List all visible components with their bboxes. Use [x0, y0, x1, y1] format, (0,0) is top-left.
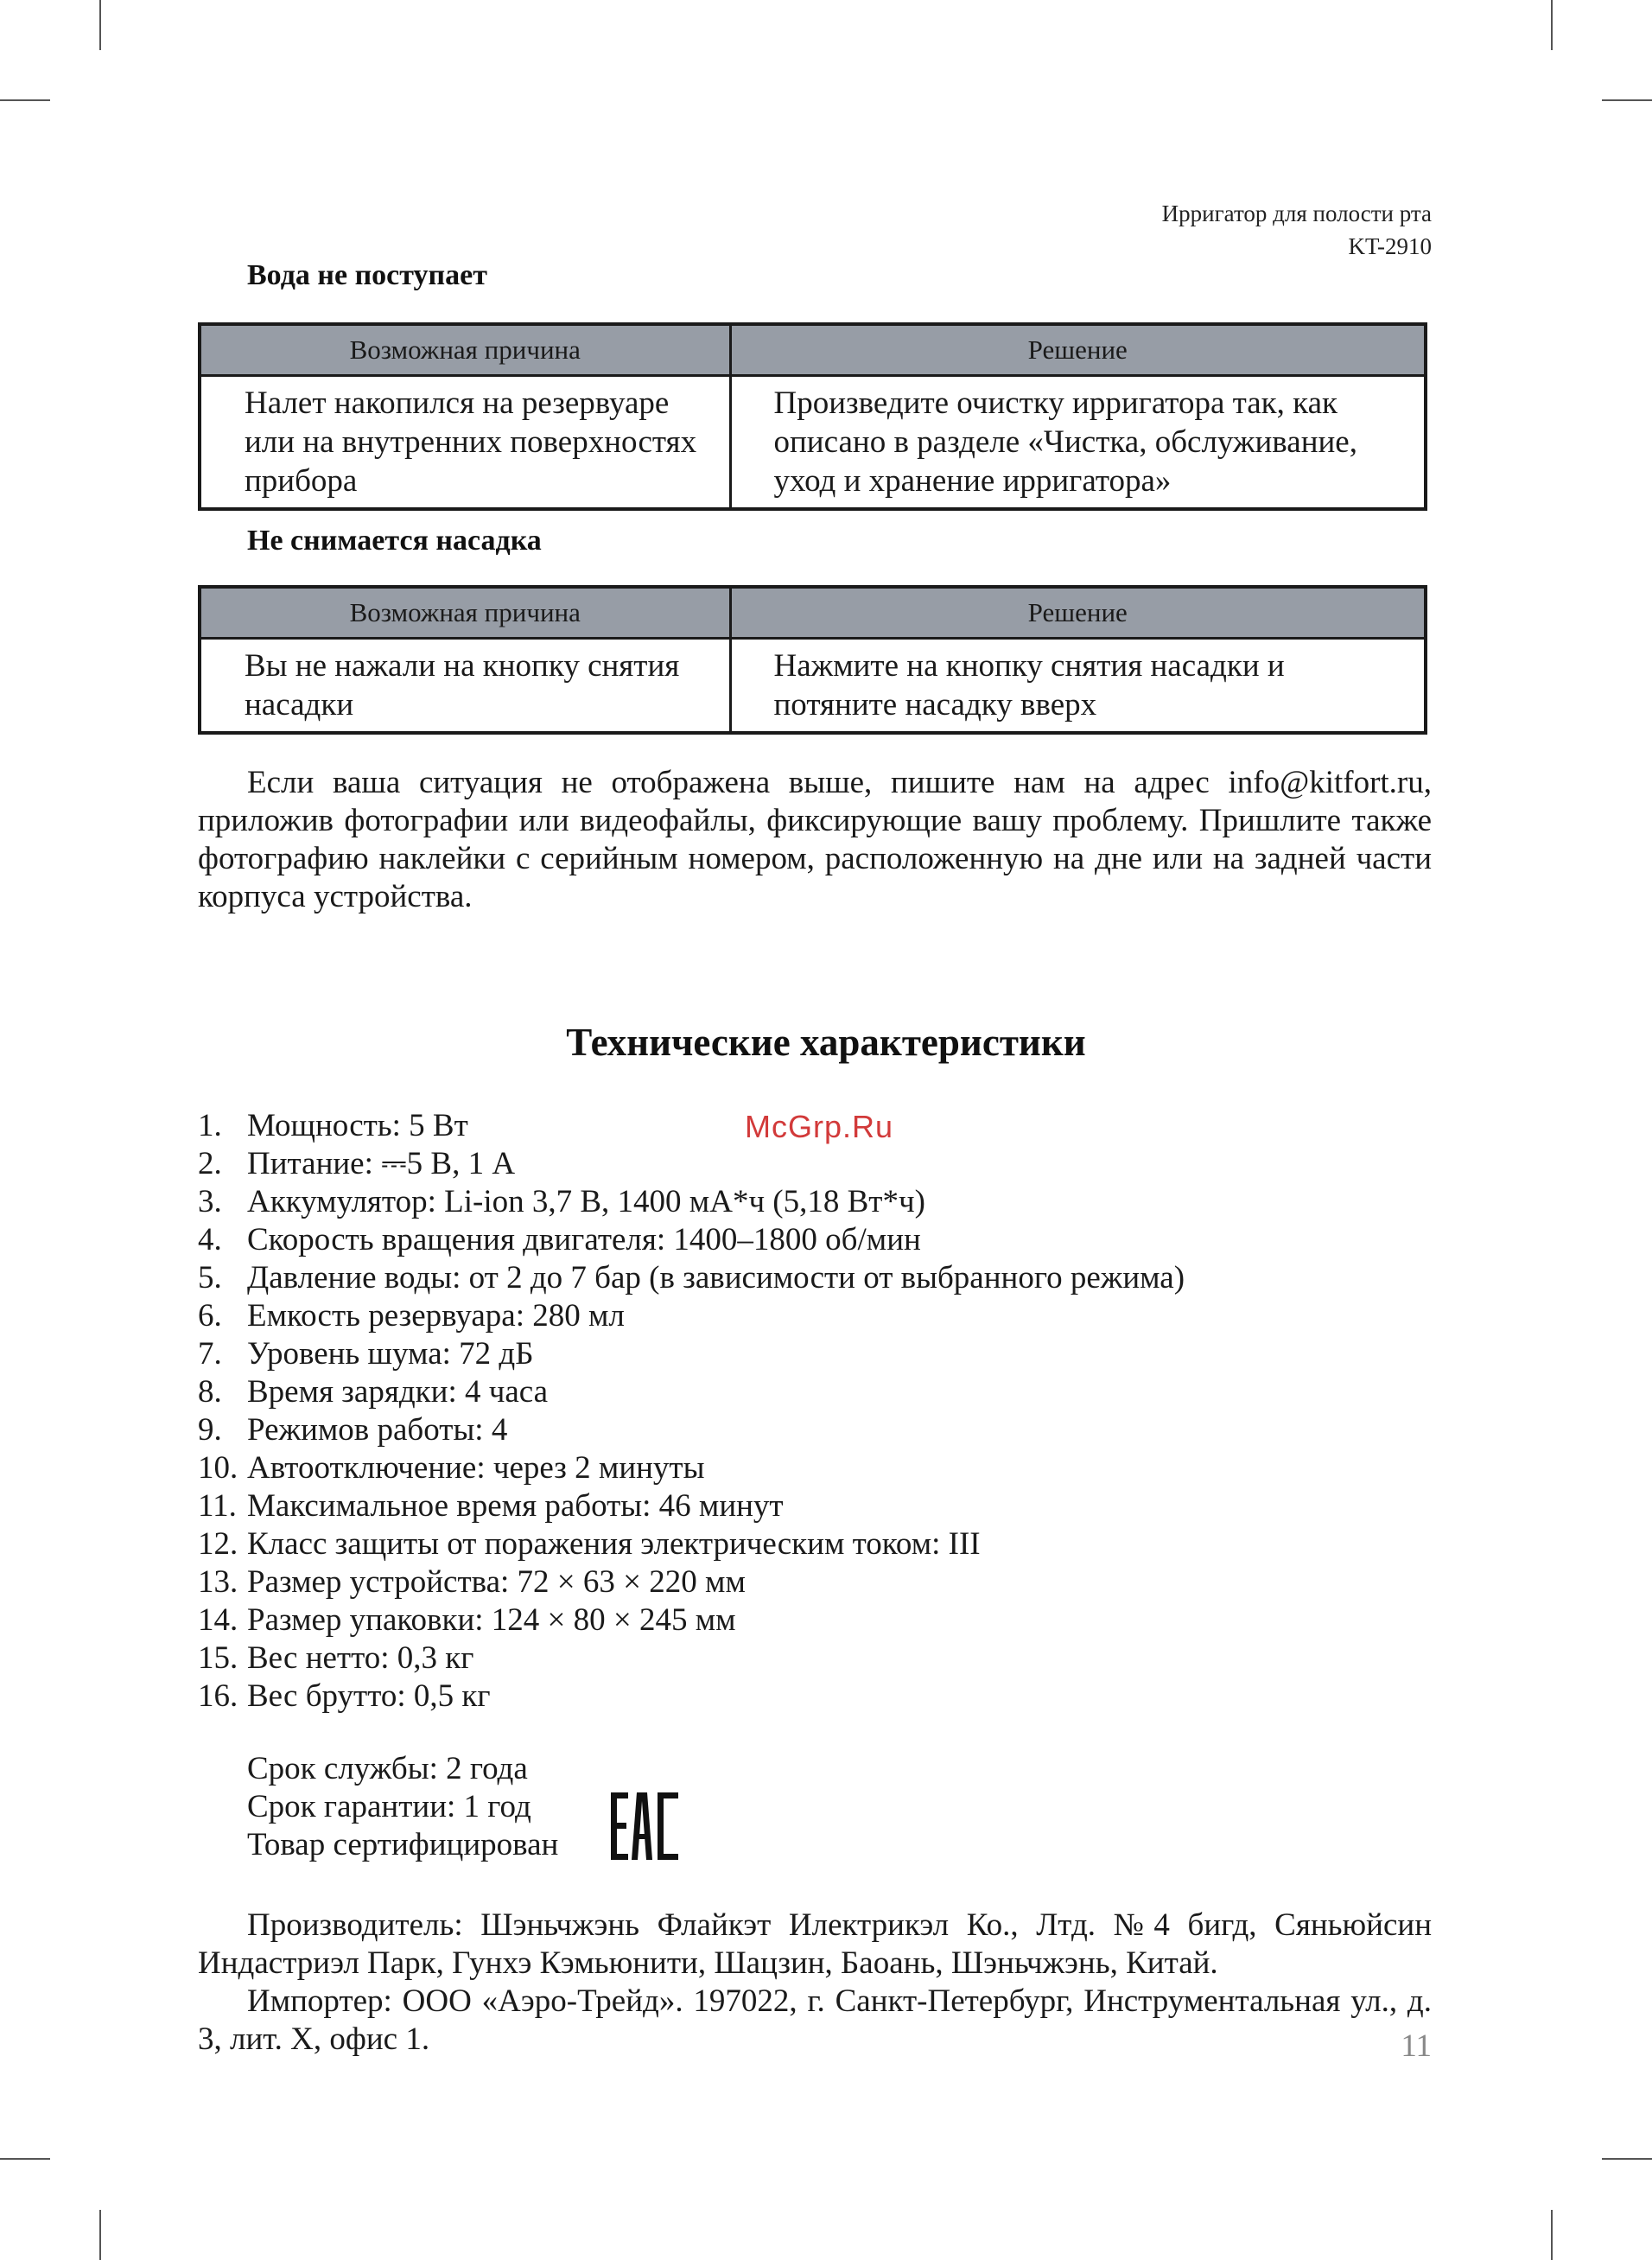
service-info: [247, 1750, 558, 1864]
spec-text: Время зарядки: 4 часа: [247, 1374, 549, 1410]
spec-number: 12.: [198, 1526, 238, 1562]
spec-text: Скорость вращения двигателя: 1400–1800 об/мин: [247, 1222, 921, 1257]
spec-item: [198, 1335, 1185, 1373]
spec-number: 10.: [198, 1450, 238, 1486]
header-model: KT-2910: [1348, 233, 1432, 259]
crop-mark: [0, 99, 50, 101]
spec-text: Максимальное время работы: 46 минут: [247, 1488, 784, 1524]
spec-number: 7.: [198, 1336, 222, 1372]
specs-list: [198, 1107, 1185, 1716]
warranty-period: Срок гарантии: 1 год: [247, 1789, 531, 1824]
page-number: 11: [1401, 2028, 1432, 2064]
spec-item: [198, 1221, 1185, 1259]
spec-text: Автоотключение: через 2 минуты: [247, 1450, 705, 1486]
crop-mark: [1602, 2158, 1652, 2160]
running-header: [1162, 197, 1432, 263]
crop-mark: [1602, 99, 1652, 101]
cause-cell: Вы не нажали на кнопку снятия насадки: [200, 639, 730, 734]
contact-paragraph: Если ваша ситуация не отображена выше, пишите нам на адрес info@kitfort.ru, приложив фотографии или видеофайлы, фиксирующие вашу проблему. Пришлите также фотографию наклейки с серийным номером, расположенную на дне или на задней части корпуса устройства.: [198, 765, 1432, 914]
spec-number: 6.: [198, 1298, 222, 1334]
spec-item: [198, 1677, 1185, 1716]
spec-item: [198, 1487, 1185, 1525]
spec-item: [198, 1525, 1185, 1563]
spec-number: 4.: [198, 1222, 222, 1257]
spec-number: 3.: [198, 1184, 222, 1219]
spec-item: [198, 1145, 1185, 1183]
spec-item: [198, 1107, 1185, 1145]
spec-number: 9.: [198, 1412, 222, 1448]
solution-cell: Нажмите на кнопку снятия насадки и потяните насадку вверх: [773, 648, 1285, 723]
spec-item: [198, 1259, 1185, 1297]
col-header-solution: Решение: [730, 324, 1426, 376]
manufacturer-info: Производитель: Шэньчжэнь Флайкэт Илектрикэл Ко., Лтд. №4 бигд, Сяньюйсин Индастриэл Парк, Гунхэ Кэмьюнити, Шацзин, Баоань, Шэньчжэнь, Китай.: [198, 1907, 1432, 1981]
spec-number: 16.: [198, 1678, 238, 1714]
spec-item: [198, 1183, 1185, 1221]
cause-cell: Налет накопился на резервуаре или на внутренних поверхностях прибора: [200, 376, 730, 510]
spec-number: 1.: [198, 1108, 222, 1143]
importer-info: Импортер: ООО «Аэро-Трейд». 197022, г. Санкт-Петербург, Инструментальная ул., д. 3, лит. Х, офис 1.: [198, 1983, 1432, 2057]
crop-mark: [1551, 0, 1553, 50]
crop-mark: [99, 0, 101, 50]
eac-certification-logo: [609, 1791, 680, 1862]
spec-number: 14.: [198, 1602, 238, 1638]
specs-title: Технические характеристики: [566, 1021, 1086, 1064]
spec-text: Размер устройства: 72 × 63 × 220 мм: [247, 1564, 746, 1600]
certified-note: Товар сертифицирован: [247, 1827, 559, 1862]
spec-number: 8.: [198, 1374, 222, 1410]
solution-cell: Произведите очистку ирригатора так, как описано в разделе «Чистка, обслуживание, уход и хранение ирригатора»: [773, 385, 1357, 499]
spec-number: 11.: [198, 1488, 237, 1524]
spec-number: 13.: [198, 1564, 238, 1600]
spec-item: [198, 1601, 1185, 1639]
spec-text: Вес брутто: 0,5 кг: [247, 1678, 491, 1714]
spec-item: [198, 1297, 1185, 1335]
header-product: Ирригатор для полости рта: [1161, 201, 1432, 226]
spec-item: [198, 1411, 1185, 1449]
section-title-nozzle: Не снимается насадка: [247, 525, 542, 557]
crop-mark: [1551, 2210, 1553, 2260]
spec-text: Режимов работы: 4: [247, 1412, 508, 1448]
spec-item: [198, 1639, 1185, 1677]
spec-text: Вес нетто: 0,3 кг: [247, 1640, 474, 1676]
spec-number: 15.: [198, 1640, 238, 1676]
service-life: Срок службы: 2 года: [247, 1751, 528, 1786]
spec-text: Давление воды: от 2 до 7 бар (в зависимости от выбранного режима): [247, 1260, 1185, 1296]
col-header-cause: Возможная причина: [200, 587, 730, 639]
troubleshoot-table-water: [198, 322, 1427, 511]
watermark: McGrp.Ru: [745, 1109, 894, 1144]
col-header-solution: Решение: [730, 587, 1426, 639]
spec-text: Уровень шума: 72 дБ: [247, 1336, 534, 1372]
spec-item: [198, 1373, 1185, 1411]
spec-text: Аккумулятор: Li-ion 3,7 В, 1400 мА*ч (5,18 Вт*ч): [247, 1184, 925, 1219]
crop-mark: [0, 2158, 50, 2160]
crop-mark: [99, 2210, 101, 2260]
spec-item: [198, 1563, 1185, 1601]
col-header-cause: Возможная причина: [200, 324, 730, 376]
spec-number: 2.: [198, 1146, 222, 1181]
spec-text: Размер упаковки: 124 × 80 × 245 мм: [247, 1602, 736, 1638]
troubleshoot-table-nozzle: [198, 585, 1427, 735]
spec-text: Мощность: 5 Вт: [247, 1108, 468, 1143]
spec-item: [198, 1449, 1185, 1487]
spec-text: Питание: ⎓5 В, 1 А: [247, 1146, 516, 1181]
spec-number: 5.: [198, 1260, 222, 1296]
spec-text: Емкость резервуара: 280 мл: [247, 1298, 625, 1334]
spec-text: Класс защиты от поражения электрическим током: III: [247, 1526, 981, 1562]
section-title-water: Вода не поступает: [247, 259, 487, 291]
